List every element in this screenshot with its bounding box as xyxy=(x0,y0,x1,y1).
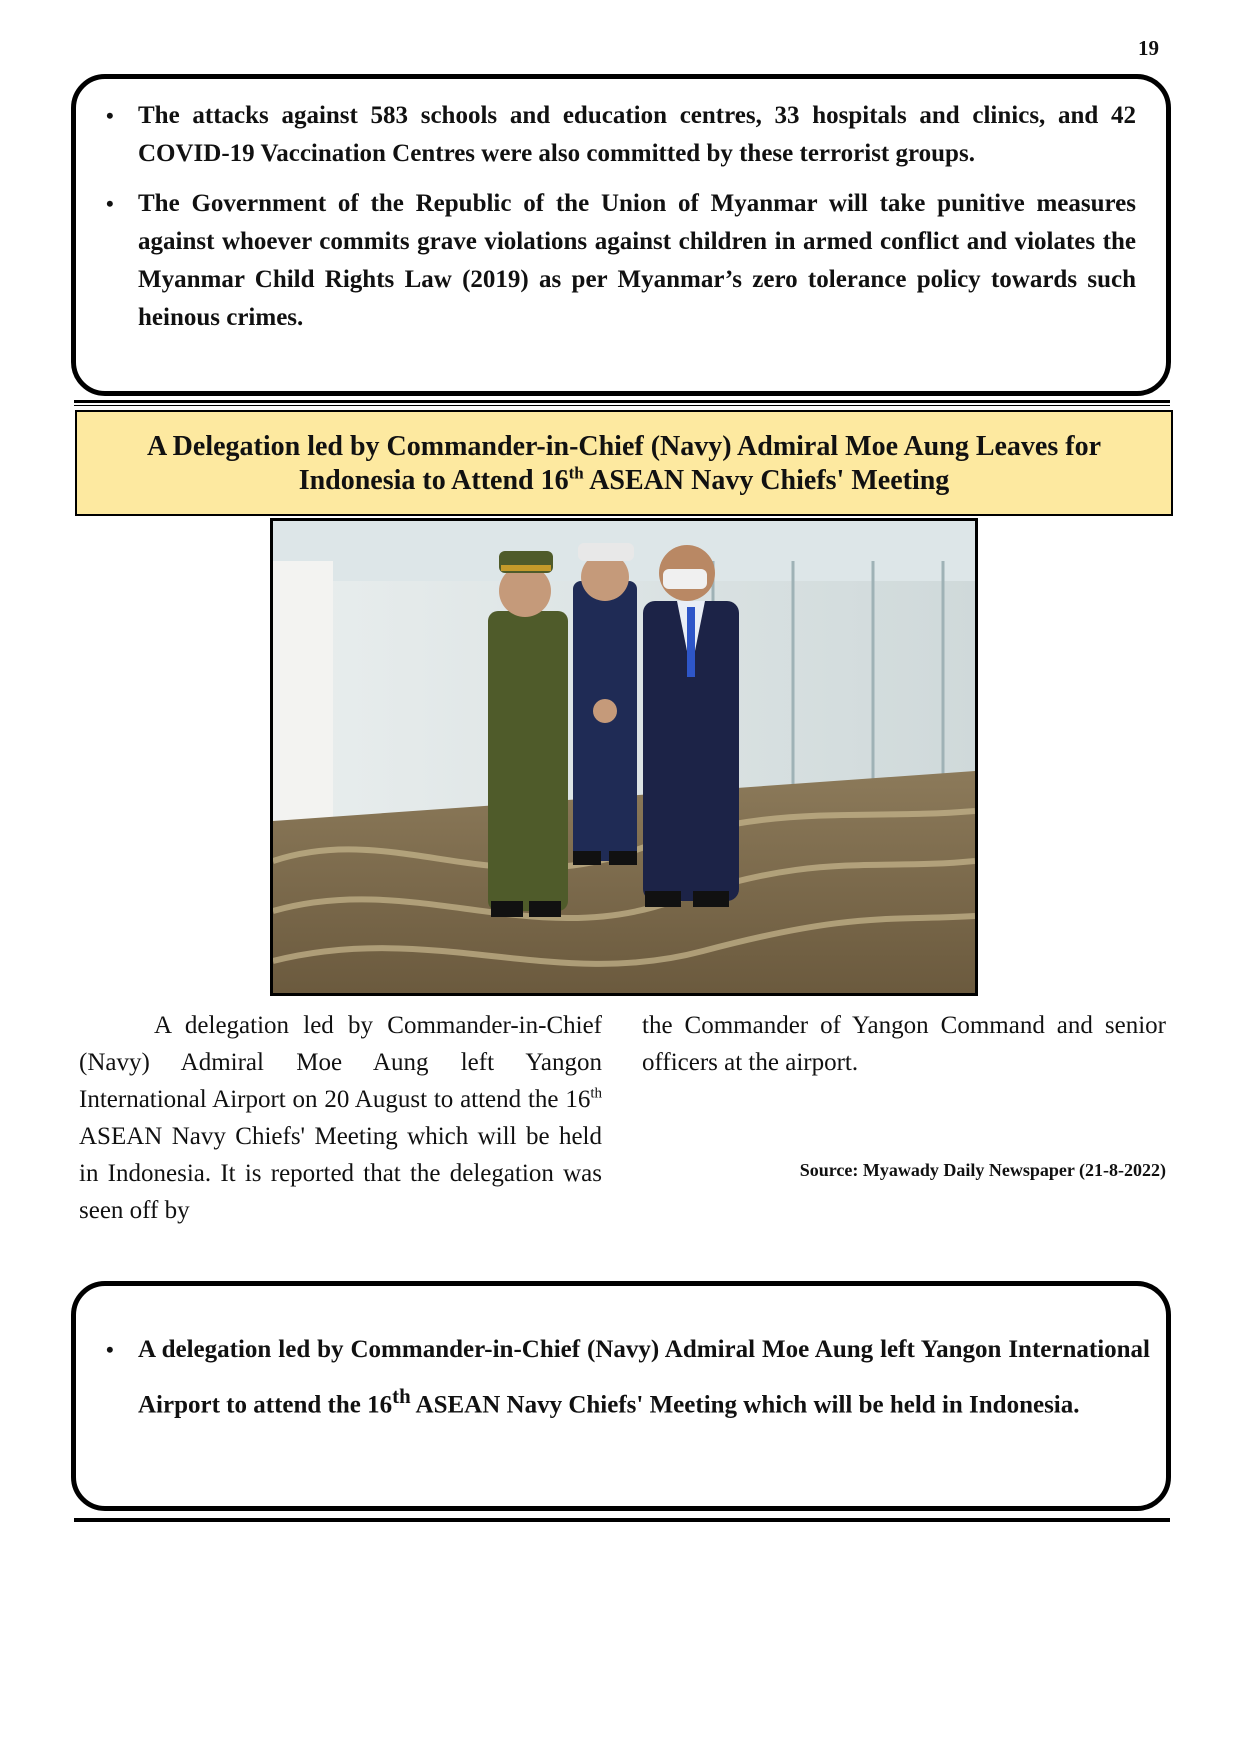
page-number: 19 xyxy=(1138,36,1159,60)
bullet-dot-icon: • xyxy=(106,103,114,128)
article-paragraph-continued: the Commander of Yangon Command and senior officers at the airport. xyxy=(642,1012,1166,1076)
bullet-dot-icon: • xyxy=(106,1337,114,1362)
headline-line-2b: ASEAN Navy Chiefs' Meeting xyxy=(583,465,950,496)
article-text-b: ASEAN Navy Chiefs' Meeting which will be held in Indonesia. It is reported that the delegation was seen off by xyxy=(79,1123,602,1224)
article-text-a: A delegation led by Commander-in-Chief (Navy) Admiral Moe Aung left Yangon International Airport on 20 August to attend the 16 xyxy=(79,1012,602,1113)
headline-line-2a: Indonesia to Attend 16 xyxy=(298,465,569,496)
bullet-text: The attacks against 583 schools and education centres, 33 hospitals and clinics, and 42 COVID-19 Vaccination Centres were also committed by these terrorist groups. xyxy=(138,102,1136,167)
bullet-dot-icon: • xyxy=(106,191,114,216)
divider-rule-bottom xyxy=(74,1518,1170,1522)
source-citation: Source: Myawady Daily Newspaper (21-8-2022) xyxy=(799,1160,1166,1180)
bullet-list xyxy=(96,97,1136,337)
article-body-left xyxy=(79,1007,602,1229)
divider-rule xyxy=(74,400,1170,403)
divider-rule-thin xyxy=(74,405,1170,406)
article-superscript: th xyxy=(590,1085,602,1102)
bullet-item xyxy=(96,1326,1150,1428)
summary-box-top xyxy=(71,74,1171,396)
news-photo xyxy=(270,518,978,996)
article-headline xyxy=(75,410,1173,516)
summary-box-bottom xyxy=(71,1281,1171,1511)
article-paragraph xyxy=(79,1007,602,1229)
handshake-photo-illustration xyxy=(273,521,975,993)
bullet-list xyxy=(96,1326,1150,1428)
article-body-right xyxy=(642,1007,1166,1081)
bullet-text: The Government of the Republic of the Union of Myanmar will take punitive measures against whoever commits grave violations against children in armed conflict and violates the Myanmar Child Rights Law (2019) as per Myanmar’s zero tolerance policy towards such heinous crimes. xyxy=(138,190,1136,331)
headline-superscript: th xyxy=(568,463,584,483)
bullet-text-a: A delegation led by Commander-in-Chief (Navy) Admiral Moe Aung left Yangon International Airport to attend the 16 xyxy=(138,1336,1150,1419)
bullet-text-b: ASEAN Navy Chiefs' Meeting which will be held in Indonesia. xyxy=(410,1391,1080,1419)
bullet-item xyxy=(96,185,1136,337)
headline-line-1: A Delegation led by Commander-in-Chief (Navy) Admiral Moe Aung Leaves for xyxy=(147,431,1101,462)
bullet-item xyxy=(96,97,1136,173)
bullet-superscript: th xyxy=(392,1384,411,1408)
